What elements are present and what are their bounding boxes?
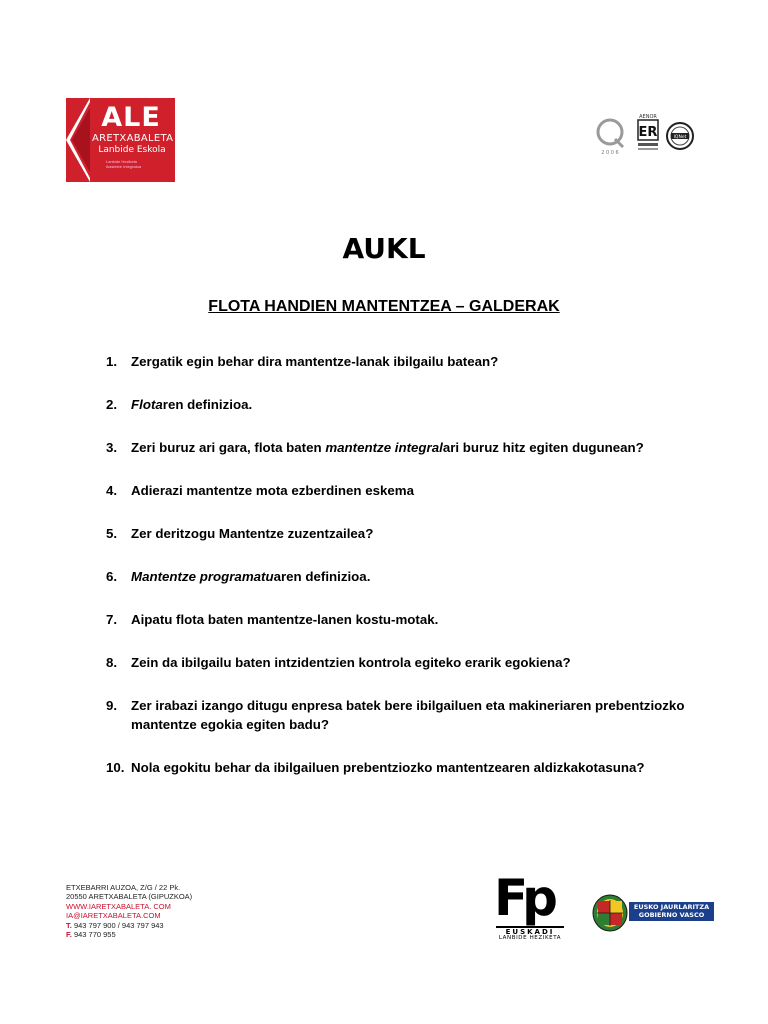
aenor-er-icon xyxy=(638,114,658,150)
fp-logo-region: EUSKADI xyxy=(496,926,564,936)
chevron-icon xyxy=(66,98,90,182)
iqnet-icon xyxy=(667,123,693,149)
svg-text:ER: ER xyxy=(638,125,658,140)
fp-logo-mark: Fp xyxy=(494,869,552,927)
coat-of-arms-icon xyxy=(592,894,628,932)
ale-logo-mark: ALE xyxy=(101,102,161,133)
svg-text:2 0 0 6: 2 0 0 6 xyxy=(601,150,619,156)
page-subtitle: FLOTA HANDIEN MANTENTZEA – GALDERAK xyxy=(208,298,560,315)
ale-logo-name: ARETXABALETA xyxy=(92,133,174,144)
fp-logo-caption: LANBIDE HEZIKETA xyxy=(498,935,562,941)
fax-line: F. 943 770 955 xyxy=(66,930,116,940)
ale-logo-tagline: Lanbide Heziketa Ikastetxe Integratua xyxy=(106,159,142,169)
gov-name-band: EUSKO JAURLARITZA GOBIERNO VASCO xyxy=(629,902,714,921)
page-title: AUKL xyxy=(342,232,426,265)
phone-line: T. 943 797 900 / 943 797 943 xyxy=(66,920,164,930)
ale-aretxabaleta-logo xyxy=(66,98,175,182)
fp-euskadi-logo xyxy=(486,869,572,944)
certification-logos xyxy=(590,112,700,156)
footer-address: ETXEBARRI AUZOA, Z/G / 22 Pk. 20550 ARETXABALETA (GIPUZKOA) WWW.IARETXABALETA. COM IA@IARETXABALETA.COM T. 943 797 900 / 943 797 943 F. 943 770 955 xyxy=(66,883,226,939)
ale-logo-sub: Lanbide Eskola xyxy=(98,145,166,155)
email-link[interactable]: IA@IARETXABALETA.COM xyxy=(66,911,161,921)
q-quality-icon xyxy=(598,120,623,156)
svg-text:IQNet: IQNet xyxy=(673,135,687,140)
website-link[interactable]: WWW.IARETXABALETA. COM xyxy=(66,901,171,911)
svg-text:AENOR: AENOR xyxy=(639,114,657,120)
eusko-jaurlaritza-logo xyxy=(592,894,716,932)
